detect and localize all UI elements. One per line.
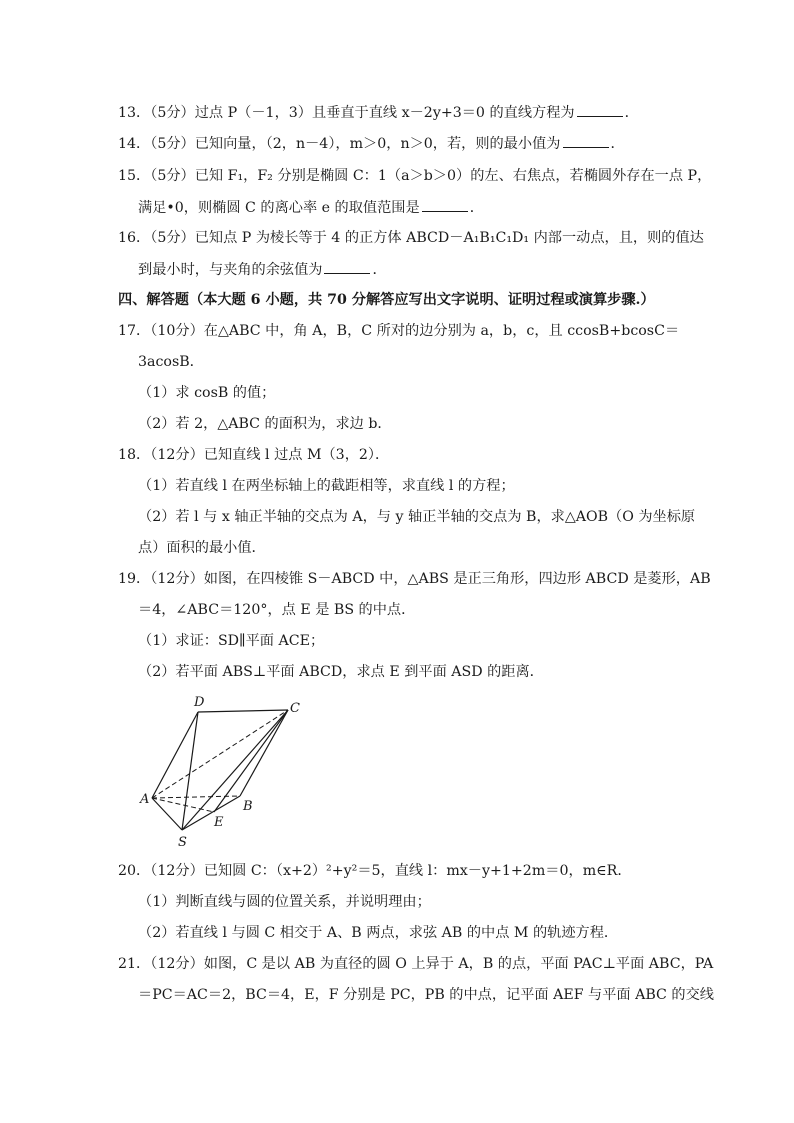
question-15-line-1: 15．（5分）已知 F₁，F₂ 分别是椭圆 C：1（a＞b＞0）的左、右焦点，若椭圆外存在一点 P， (118, 168, 712, 184)
question-21-line-1: 21．（12分）如图，C 是以 AB 为直径的圆 O 上异于 A，B 的点，平面 PAC⊥平面 ABC，PA (118, 956, 714, 972)
section-heading: 四、解答题（本大题 6 小题，共 70 分解答应写出文字说明、证明过程或演算步骤.） (118, 292, 655, 308)
question-18-line-1: 18．（12分）已知直线 l 过点 M（3，2）． (118, 447, 390, 463)
answer-blank (324, 259, 370, 274)
edge-DA (152, 712, 198, 798)
edge-AC-hidden (152, 710, 288, 798)
label-B: B (243, 799, 253, 814)
question-18-part-2: （2）若 l 与 x 轴正半轴的交点为 A，与 y 轴正半轴的交点为 B，求△AOB（O 为坐标原 (138, 509, 696, 525)
answer-blank (577, 102, 623, 117)
question-20-part-1: （1）判断直线与圆的位置关系，并说明理由； (138, 894, 431, 910)
question-19-line-2: ＝4，∠ABC＝120°，点 E 是 BS 的中点． (138, 602, 416, 618)
question-21-line-2: ＝PC＝AC＝2，BC＝4，E，F 分别是 PC，PB 的中点，记平面 AEF 与平面 ABC 的交线 (138, 987, 714, 1003)
question-14: 14．（5分）已知向量，（2，n－4），m＞0，n＞0，若，则的最小值为 ． (118, 133, 625, 154)
question-17-part-2: （2）若 2，△ABC 的面积为，求边 b． (138, 416, 392, 432)
edge-CB (240, 710, 288, 796)
question-19-part-2: （2）若平面 ABS⊥平面 ABCD，求点 E 到平面 ASD 的距离． (138, 664, 544, 680)
edge-DS (182, 712, 198, 830)
label-S: S (178, 835, 187, 850)
question-20-line-1: 20．（12分）已知圆 C：（x+2）²+y²＝5，直线 l：mx－y+1+2m＝0，m∈R． (118, 863, 632, 879)
label-D: D (194, 695, 205, 710)
edge-DC (198, 710, 288, 712)
question-16-line-2: 到最小时，与夹角的余弦值为 ． (138, 259, 387, 280)
answer-blank (563, 133, 609, 148)
question-19-part-1: （1）求证：SD∥平面 ACE； (138, 633, 325, 649)
question-19-line-1: 19．（12分）如图，在四棱锥 S－ABCD 中，△ABS 是正三角形，四边形 ABCD 是菱形，AB (118, 571, 711, 587)
label-E: E (214, 815, 224, 830)
question-17-line-1: 17．（10分）在△ABC 中，角 A，B，C 所对的边分别为 a，b，c，且 ccosB+bcosC＝ (118, 323, 680, 339)
question-17-part-1: （1）求 cosB 的值； (138, 385, 276, 401)
question-16-line-1: 16．（5分）已知点 P 为棱长等于 4 的正方体 ABCD－A₁B₁C₁D₁ 内部一动点，且，则的值达 (118, 230, 704, 246)
question-17-line-2: 3acosB． (138, 354, 204, 370)
question-18-part-2-cont: 点）面积的最小值． (138, 540, 266, 556)
question-15-line-2: 满足•0，则椭圆 C 的离心率 e 的取值范围是 ． (138, 197, 484, 218)
edge-BS (182, 796, 240, 830)
question-20-part-2: （2）若直线 l 与圆 C 相交于 A、B 两点，求弦 AB 的中点 M 的轨迹方程． (138, 925, 619, 941)
label-A: A (140, 792, 150, 807)
edge-AS (152, 798, 182, 830)
edge-CS (182, 710, 288, 830)
edge-AB-hidden (152, 796, 240, 798)
answer-blank (422, 197, 468, 212)
label-C: C (290, 701, 300, 716)
question-18-part-1: （1）若直线 l 在两坐标轴上的截距相等，求直线 l 的方程； (138, 478, 515, 494)
pyramid-figure (130, 690, 320, 850)
question-13: 13．（5分）过点 P（－1，3）且垂直于直线 x－2y+3＝0 的直线方程为 ． (118, 102, 639, 123)
